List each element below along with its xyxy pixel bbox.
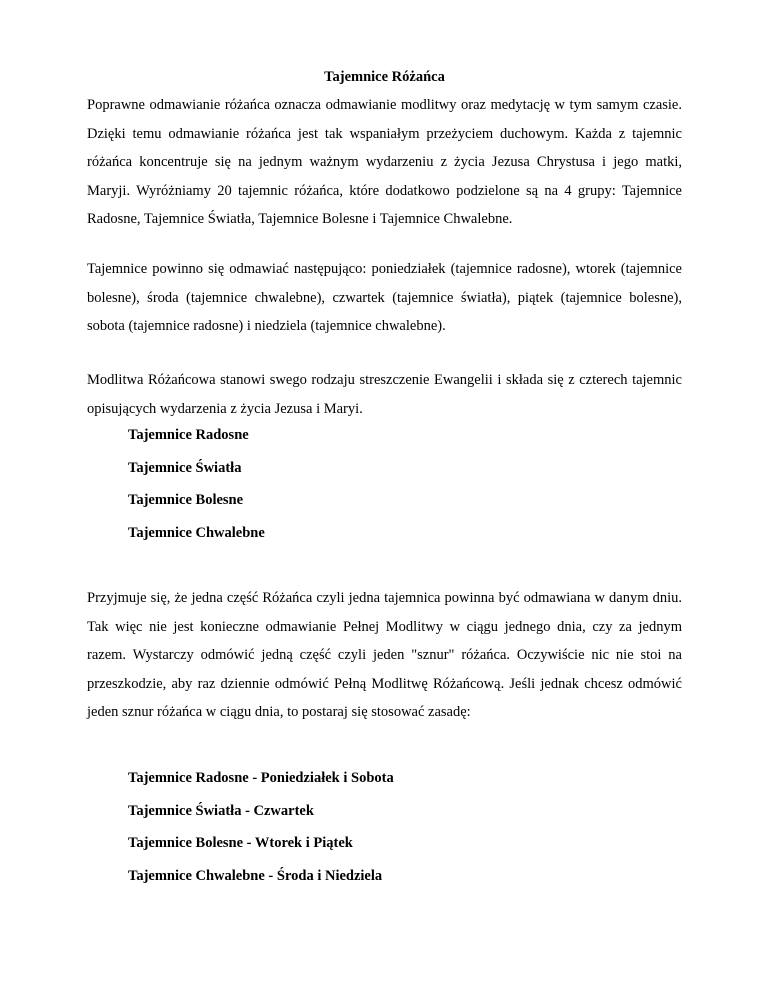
schedule-list <box>128 769 394 899</box>
list-item: Tajemnice Bolesne - Wtorek i Piątek <box>128 835 353 851</box>
list-item: Tajemnice Światła <box>128 459 242 476</box>
list-item: Tajemnice Chwalebne <box>128 524 265 541</box>
daily-practice-paragraph: Przyjmuje się, że jedna część Różańca czyli jedna tajemnica powinna być odmawiana w danym dniu. Tak więc nie jest konieczne odmawianie Pełnej Modlitwy w ciągu jednego dnia, czy za jednym razem. Wystarczy odmówić jedną część czyli jeden "sznur" różańca. Oczywiście nic nie stoi na przeszkodzie, aby raz dziennie odmówić Pełną Modlitwę Różańcową. Jeśli jednak chcesz odmówić jeden sznur różańca w ciągu dnia, to postaraj się stosować zasadę: <box>87 590 682 720</box>
intro-paragraph: Poprawne odmawianie różańca oznacza odmawianie modlitwy oraz medytację w tym samym czasie. Dzięki temu odmawianie różańca jest tak wspaniałym przeżyciem duchowym. Każda z tajemnic różańca koncentruje się na jednym ważnym wydarzeniu z życia Jezusa Chrystusa i jego matki, Maryji. Wyróżniamy 20 tajemnic różańca, które dodatkowo podzielone są na 4 grupy: Tajemnice Radosne, Tajemnice Światła, Tajemnice Bolesne i Tajemnice Chwalebne. <box>87 97 682 227</box>
mysteries-list <box>128 426 265 556</box>
list-item: Tajemnice Bolesne <box>128 492 244 508</box>
gospel-summary-paragraph: Modlitwa Różańcowa stanowi swego rodzaju streszczenie Ewangelii i składa się z czterech tajemnic opisujących wydarzenia z życia Jezusa i Maryi. <box>87 372 682 417</box>
list-item: Tajemnice Radosne <box>128 427 249 443</box>
document-title: Tajemnice Różańca <box>324 69 445 85</box>
list-item: Tajemnice Radosne - Poniedziałek i Sobota <box>128 770 394 786</box>
weekday-paragraph: Tajemnice powinno się odmawiać następująco: poniedziałek (tajemnice radosne), wtorek (tajemnice bolesne), środa (tajemnice chwalebne), czwartek (tajemnice światła), piątek (tajemnice bolesne), sobota (tajemnice radosne) i niedziela (tajemnice chwalebne). <box>87 261 682 334</box>
list-item: Tajemnice Światła - Czwartek <box>128 802 314 819</box>
list-item: Tajemnice Chwalebne - Środa i Niedziela <box>128 867 383 884</box>
